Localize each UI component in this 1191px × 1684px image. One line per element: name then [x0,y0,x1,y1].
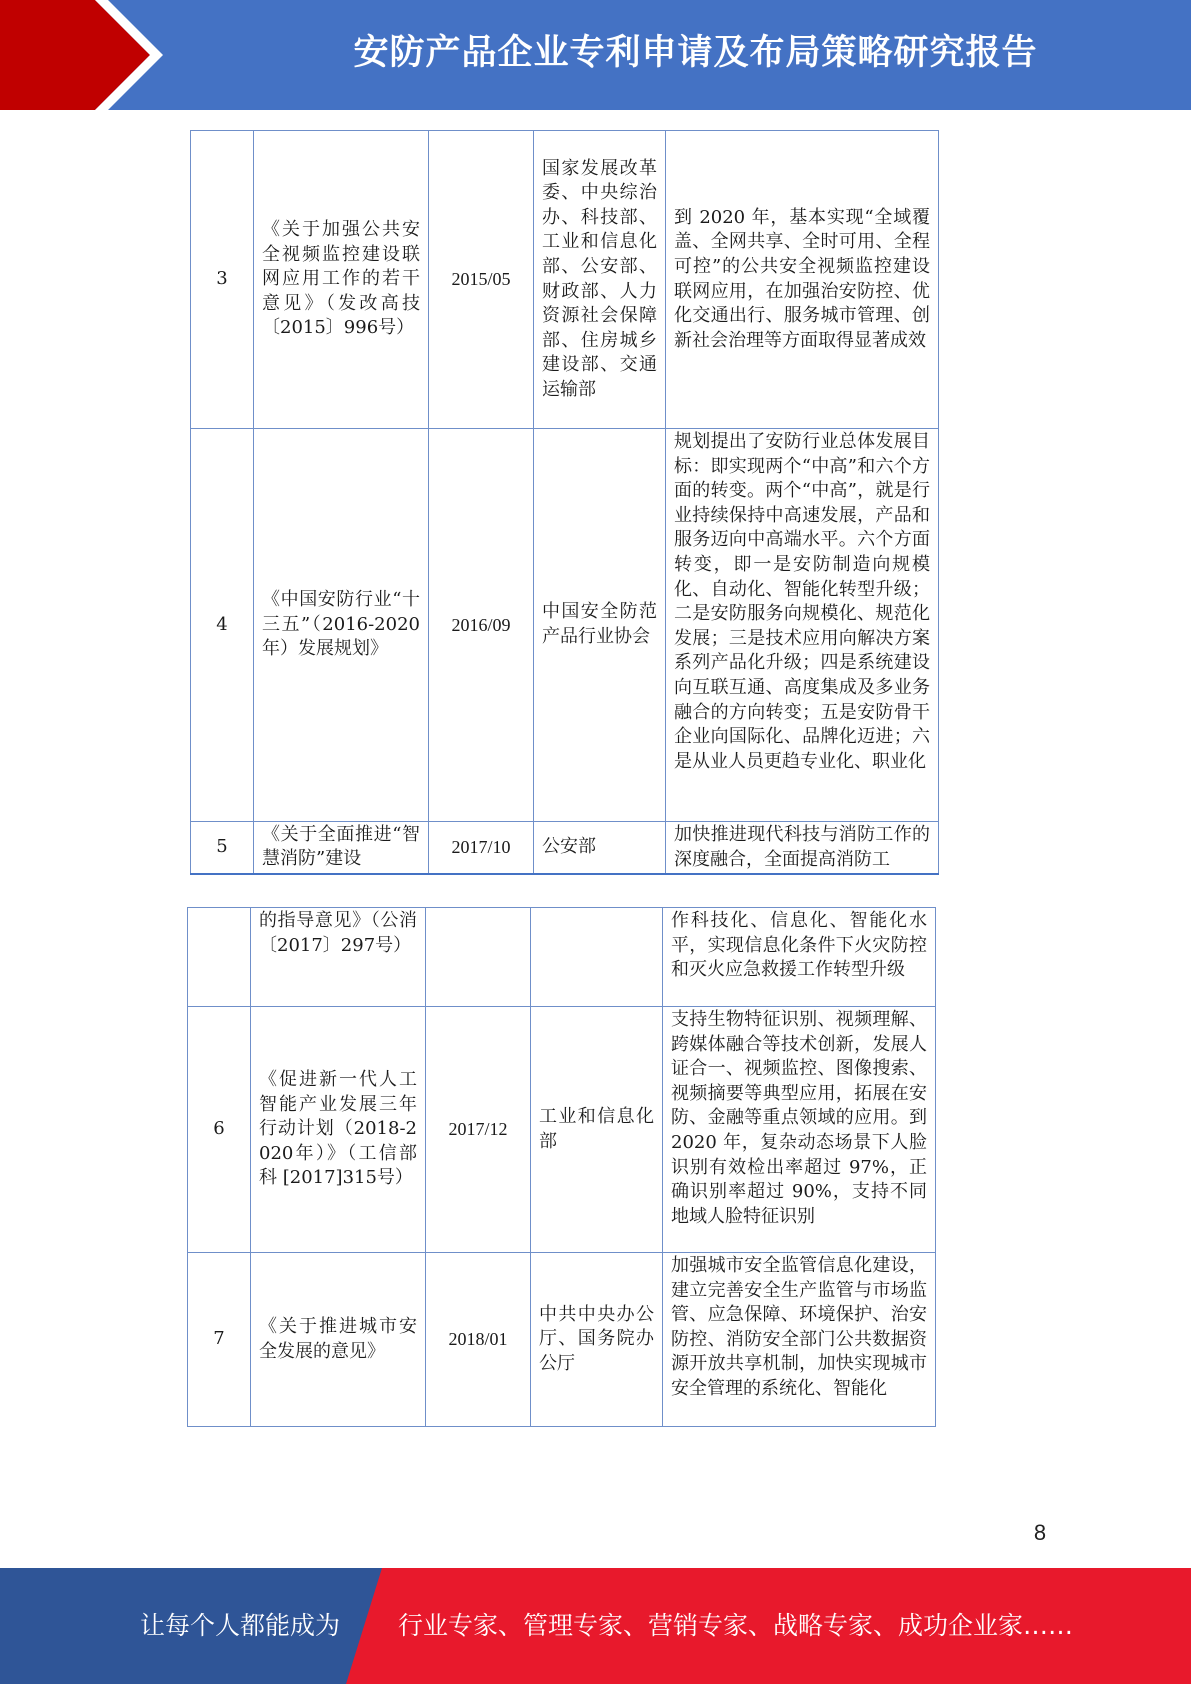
policy-table-part-2 [187,907,936,1427]
page-footer [0,1568,1191,1684]
issuing-department [531,908,663,1007]
table-row [188,1007,936,1253]
table-row [191,131,939,429]
policy-date: 2017/10 [429,822,534,874]
table-row [188,908,936,1007]
row-number: 4 [191,429,254,822]
policy-date: 2018/01 [426,1253,531,1427]
policy-content: 加快推进现代科技与消防工作的深度融合，全面提高消防工 [666,822,939,874]
issuing-department: 公安部 [534,822,666,874]
policy-name: 《促进新一代人工智能产业发展三年行动计划（2018-2020年）》（工信部科 [2017]315号） [251,1007,426,1253]
page-header [0,0,1191,110]
table-row [188,1253,936,1427]
policy-content: 作科技化、信息化、智能化水平，实现信息化条件下火灾防控和灭火应急救援工作转型升级 [663,908,936,1007]
issuing-department: 中共中央办公厅、国务院办公厅 [531,1253,663,1427]
policy-content: 加强城市安全监管信息化建设，建立完善安全生产监管与市场监管、应急保障、环境保护、治安防控、消防安全部门公共数据资源开放共享机制，加快实现城市安全管理的系统化、智能化 [663,1253,936,1427]
row-number: 7 [188,1253,251,1427]
policy-content: 支持生物特征识别、视频理解、跨媒体融合等技术创新，发展人证合一、视频监控、图像搜索、视频摘要等典型应用，拓展在安防、金融等重点领域的应用。到 2020 年，复杂动态场景下人脸识别有效检出率超过 97%，正确识别率超过 90%，支持不同地域人脸特征识别 [663,1007,936,1253]
policy-date: 2017/12 [426,1007,531,1253]
policy-name: 《中国安防行业“十三五”（2016-2020 年）发展规划》 [254,429,429,822]
policy-content: 规划提出了安防行业总体发展目标：即实现两个“中高”和六个方面的转变。两个“中高”，就是行业持续保持中高速发展，产品和服务迈向中高端水平。六个方面转变，即一是安防制造向规模化、自动化、智能化转型升级；二是安防服务向规模化、规范化发展；三是技术应用向解决方案系列产品化升级；四是系统建设向互联互通、高度集成及多业务融合的方向转变；五是安防骨干企业向国际化、品牌化迈进；六是从业人员更趋专业化、职业化 [666,429,939,822]
row-number: 5 [191,822,254,874]
footer-slogan-left: 让每个人都能成为 [140,1611,341,1640]
row-number: 3 [191,131,254,429]
policy-table-part-1 [190,130,939,875]
header-arrow-icon [0,0,200,110]
policy-date: 2016/09 [429,429,534,822]
table-row [191,822,939,874]
page-number: 8 [1033,1520,1047,1545]
policy-content: 到 2020 年，基本实现“全域覆盖、全网共享、全时可用、全程可控”的公共安全视频监控建设联网应用，在加强治安防控、优化交通出行、服务城市管理、创新社会治理等方面取得显著成效 [666,131,939,429]
policy-name: 《关于加强公共安全视频监控建设联网应用工作的若干意见》（发改高技〔2015〕996号） [254,131,429,429]
policy-name: 的指导意见》（公消〔2017〕297号） [251,908,426,1007]
policy-date: 2015/05 [429,131,534,429]
report-title: 安防产品企业专利申请及布局策略研究报告 [353,33,1038,73]
issuing-department: 国家发展改革委、中央综治办、科技部、工业和信息化部、公安部、财政部、人力资源社会保障部、住房城乡建设部、交通运输部 [534,131,666,429]
issuing-department: 中国安全防范产品行业协会 [534,429,666,822]
table-row [191,429,939,822]
row-number: 6 [188,1007,251,1253]
footer-slogan-right: 行业专家、管理专家、营销专家、战略专家、成功企业家…… [398,1611,1074,1640]
row-number [188,908,251,1007]
policy-date [426,908,531,1007]
issuing-department: 工业和信息化部 [531,1007,663,1253]
policy-name: 《关于全面推进“智慧消防”建设 [254,822,429,874]
policy-name: 《关于推进城市安全发展的意见》 [251,1253,426,1427]
